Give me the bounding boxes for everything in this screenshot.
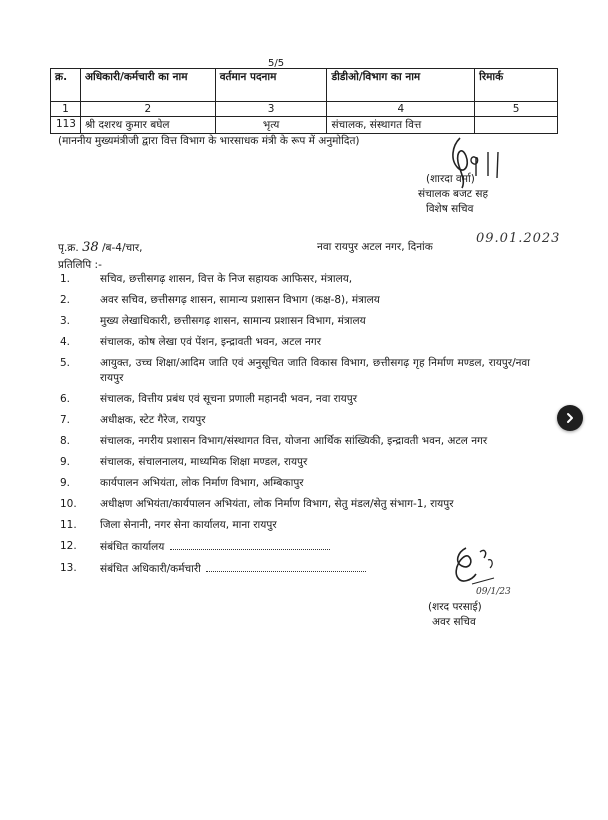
list-item-number: 2. [60, 294, 71, 306]
list-item-number: 1. [60, 273, 71, 285]
column-index-row [51, 102, 558, 117]
signatory-block-director [418, 172, 488, 217]
column-header-employee-name: अधिकारी/कर्मचारी का नाम [80, 69, 215, 102]
serial-cell: 113 [51, 117, 81, 134]
designation-cell: भृत्य [215, 117, 327, 134]
list-item-number: 7. [60, 414, 71, 426]
reference-prefix: पृ.क्र. [58, 242, 79, 254]
copy-to-heading: प्रतिलिपि :- [58, 259, 102, 271]
list-item-number: 13. [60, 562, 77, 574]
list-item-number: 4. [60, 336, 71, 348]
table-row [51, 117, 558, 134]
list-item [60, 335, 530, 350]
list-item [60, 476, 530, 491]
staff-transfer-table [50, 68, 558, 134]
reference-number [58, 240, 143, 255]
approval-note: (माननीय मुख्यमंत्रीजी द्वारा वित्त विभाग के भारसाधक मंत्री के रूप में अनुमोदित) [58, 135, 360, 147]
list-item-number: 11. [60, 519, 77, 531]
signatory-title: विशेष सचिव [426, 203, 474, 215]
index-cell: 1 [51, 102, 81, 117]
list-item-number: 5. [60, 357, 71, 369]
list-item-text: अधीक्षण अभियंता/कार्यपालन अभियंता, लोक निर्माण विभाग, सेतु मंडल/सेतु संभाग-1, रायपुर [100, 498, 454, 510]
list-item-text: जिला सेनानी, नगर सेना कार्यालय, माना रायपुर [100, 519, 277, 531]
place-and-date-label: नवा रायपुर अटल नगर, दिनांक [317, 241, 433, 253]
list-item-text: संबंधित अधिकारी/कर्मचारी [100, 563, 201, 575]
list-item-number: 9. [60, 456, 71, 468]
list-item-text: संचालक, नगरीय प्रशासन विभाग/संस्थागत वित्त, योजना आर्थिक सांख्यिकी, इन्द्रावती भवन, अटल नगर [100, 435, 488, 447]
signatory-block-under-secretary [428, 600, 482, 630]
list-item [60, 455, 530, 470]
list-item-text: मुख्य लेखाधिकारी, छत्तीसगढ़ शासन, सामान्य प्रशासन विभाग, मंत्रालय [100, 315, 366, 327]
signatory-title: अवर सचिव [432, 616, 476, 628]
list-item-number: 10. [60, 498, 77, 510]
table-header-row [51, 69, 558, 102]
signature-mark-sharad-parsai [444, 540, 514, 598]
column-header-ddo-department: डीडीओ/विभाग का नाम [327, 69, 475, 102]
index-cell: 3 [215, 102, 327, 117]
list-item-number: 3. [60, 315, 71, 327]
column-header-serial: क्र. [51, 69, 81, 102]
reference-handwritten-number: 38 [82, 240, 99, 255]
list-item [60, 272, 530, 287]
signatory-name: (शारदा वर्मा) [426, 173, 475, 185]
list-item-text: सचिव, छत्तीसगढ़ शासन, वित्त के निज सहायक आफिसर, मंत्रालय, [100, 273, 353, 285]
index-cell: 5 [475, 102, 558, 117]
list-item [60, 314, 530, 329]
list-item-text: कार्यपालन अभियंता, लोक निर्माण विभाग, अम्बिकापुर [100, 477, 304, 489]
list-item-number: 12. [60, 540, 77, 552]
handwritten-signature-date: 09/1/23 [476, 587, 511, 597]
list-item-text: अधीक्षक, स्टेट गैरेज, रायपुर [100, 414, 206, 426]
column-header-remark: रिमार्क [475, 69, 558, 102]
chevron-right-icon [564, 412, 576, 424]
list-item-text: संचालक, कोष लेखा एवं पेंशन, इन्द्रावती भवन, अटल नगर [100, 336, 321, 348]
list-item-number: 6. [60, 393, 71, 405]
signatory-name: (शरद परसाई) [428, 601, 482, 613]
next-page-button[interactable] [557, 405, 583, 431]
list-item [60, 413, 530, 428]
list-item [60, 518, 530, 533]
list-item-text: आयुक्त, उच्च शिक्षा/आदिम जाति एवं अनुसूचित जाति विकास विभाग, छत्तीसगढ़ गृह निर्माण मण्डल, रायपुर/नवा रायपुर [100, 357, 530, 384]
list-item [60, 392, 530, 407]
copy-recipient-list [60, 272, 530, 583]
index-cell: 4 [327, 102, 475, 117]
list-item [60, 497, 530, 512]
index-cell: 2 [80, 102, 215, 117]
employee-name-cell: श्री दशरथ कुमार बघेल [80, 117, 215, 134]
list-item [60, 356, 530, 386]
column-header-current-designation: वर्तमान पदनाम [215, 69, 327, 102]
list-item [60, 434, 530, 449]
list-item-text: अवर सचिव, छत्तीसगढ़ शासन, सामान्य प्रशासन विभाग (कक्ष-8), मंत्रालय [100, 294, 380, 306]
signatory-title: संचालक बजट सह [418, 188, 489, 200]
handwritten-date: 09.01.2023 [476, 231, 561, 246]
blank-fill-line [206, 561, 366, 572]
list-item-number: 8. [60, 435, 71, 447]
list-item-number: 9. [60, 477, 71, 489]
reference-suffix: /ब-4/चार, [101, 242, 143, 254]
list-item-text: संबंधित कार्यालय [100, 541, 165, 553]
remark-cell [475, 117, 558, 134]
page-number: 5/5 [268, 58, 285, 69]
department-cell: संचालक, संस्थागत वित्त [327, 117, 475, 134]
list-item-text: संचालक, संचालनालय, माध्यमिक शिक्षा मण्डल, रायपुर [100, 456, 308, 468]
blank-fill-line [170, 539, 330, 550]
list-item [60, 293, 530, 308]
list-item-text: संचालक, वित्तीय प्रबंध एवं सूचना प्रणाली महानदी भवन, नवा रायपुर [100, 393, 358, 405]
